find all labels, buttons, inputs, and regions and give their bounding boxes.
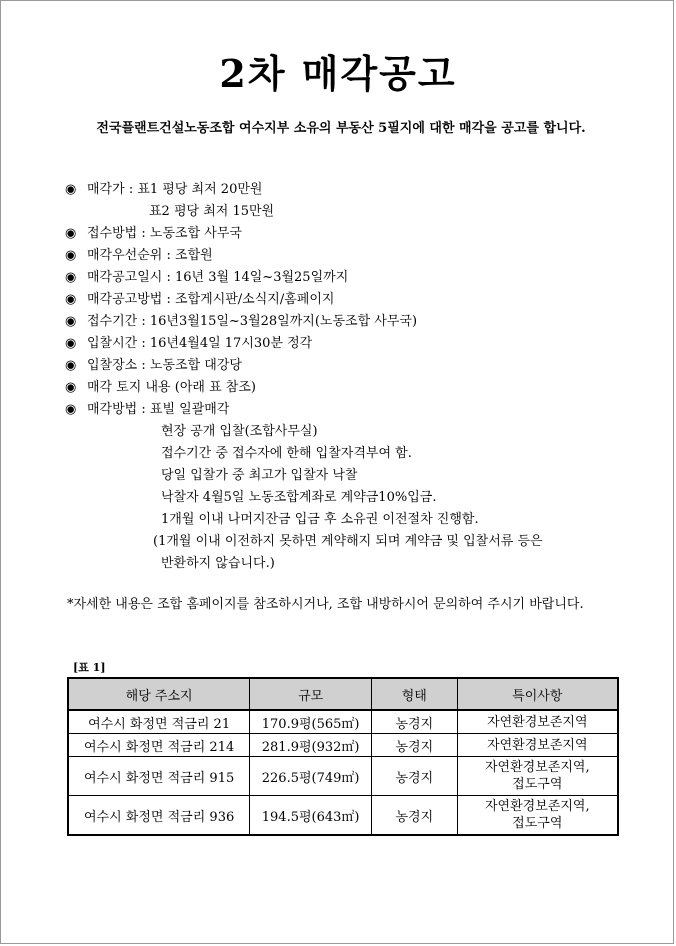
notice-text: *자세한 내용은 조합 홈페이지를 참조하시거나, 조합 내방하시어 문의하여 주시기 바랍니다. xyxy=(67,597,584,612)
list-item: ◉ 매각공고방법 : 조합게시판/소식지/홈페이지 xyxy=(65,289,625,311)
bullet-icon: ◉ xyxy=(65,314,77,329)
bullet-icon: ◉ xyxy=(65,248,77,263)
cell-address: 여수시 화정면 적금리 214 xyxy=(68,734,250,757)
item-value: 표1 평당 최저 20만원 xyxy=(137,182,263,197)
item-label: 접수기간 xyxy=(87,314,138,329)
method-detail: 1개월 이내 나머지잔금 입금 후 소유권 이전절차 진행함. xyxy=(161,512,479,527)
list-item xyxy=(65,201,625,223)
bullet-icon: ◉ xyxy=(65,226,77,241)
note-line: 자연환경보존지역 xyxy=(487,714,588,730)
cell-type: 농경지 xyxy=(372,734,458,757)
header-type: 형태 xyxy=(372,678,458,710)
method-detail: 반환하지 않습니다.) xyxy=(161,556,275,571)
list-item: ◉ 접수방법 : 노동조합 사무국 xyxy=(65,223,625,245)
item-value: 16년3월15일~3월28일까지(노동조합 사무국) xyxy=(149,314,418,329)
bullet-icon: ◉ xyxy=(65,336,77,351)
cell-note xyxy=(457,710,618,734)
table-row xyxy=(68,757,618,796)
list-item: ◉ 입찰시간 : 16년4월4일 17시30분 정각 xyxy=(65,333,625,355)
cell-size: 170.9평(565㎡) xyxy=(250,710,372,734)
method-detail: (1개월 이내 이전하지 못하면 계약해지 되며 계약금 및 입찰서류 등은 xyxy=(153,534,543,549)
cell-type: 농경지 xyxy=(372,757,458,796)
intro-text: 전국플랜트건설노동조합 여수지부 소유의 부동산 5필지에 대한 매각을 공고를 합니다. xyxy=(96,121,586,136)
note-line: 자연환경보존지역, xyxy=(484,760,590,775)
cell-size: 226.5평(749㎡) xyxy=(250,757,372,796)
item-value: 표빌 일괄매각 xyxy=(149,402,230,417)
page-title: 2차 매각공고 xyxy=(219,51,457,96)
item-label: 매각공고방법 xyxy=(87,292,163,307)
cell-note xyxy=(457,796,618,836)
bullet-icon: ◉ xyxy=(65,182,77,197)
item-value: 조합원 xyxy=(175,248,213,263)
method-detail: 당일 입찰가 중 최고가 입찰자 낙찰 xyxy=(161,468,358,483)
cell-address: 여수시 화정면 적금리 21 xyxy=(68,710,250,734)
note-line: 접도구역 xyxy=(512,777,563,792)
header-note: 특이사항 xyxy=(457,678,618,710)
item-value: 노동조합 대강당 xyxy=(149,358,242,373)
bullet-icon: ◉ xyxy=(65,380,77,395)
land-table xyxy=(67,677,619,836)
list-item: ◉ 매각공고일시 : 16년 3월 14일~3월25일까지 xyxy=(65,267,625,289)
header-address: 해당 주소지 xyxy=(68,678,250,710)
cell-note xyxy=(457,757,618,796)
list-item: ◉ 접수기간 : 16년3월15일~3월28일까지(노동조합 사무국) xyxy=(65,311,625,333)
item-label: 매각우선순위 xyxy=(87,248,163,263)
note-line: 자연환경보존지역 xyxy=(487,737,588,753)
method-detail: 낙찰자 4월5일 노동조합계좌로 계약금10%입금. xyxy=(161,490,437,505)
announcement-list xyxy=(65,179,625,575)
cell-address: 여수시 화정면 적금리 936 xyxy=(68,796,250,836)
item-value: 노동조합 사무국 xyxy=(149,226,242,241)
item-value: (아래 표 참조) xyxy=(174,380,256,395)
bullet-icon: ◉ xyxy=(65,358,77,373)
item-label: 매각 토지 내용 xyxy=(87,380,171,395)
list-item: ◉ 매각방법 : 표빌 일괄매각 xyxy=(65,399,625,421)
list-item: ◉ 입찰장소 : 노동조합 대강당 xyxy=(65,355,625,377)
bullet-icon: ◉ xyxy=(65,402,77,417)
item-label: 매각공고일시 xyxy=(87,270,163,285)
cell-size: 194.5평(643㎡) xyxy=(250,796,372,836)
bullet-icon: ◉ xyxy=(65,292,77,307)
method-detail: 현장 공개 입찰(조합사무실) xyxy=(161,424,318,439)
table-header-row xyxy=(68,678,618,710)
table-row xyxy=(68,710,618,734)
item-label: 매각가 xyxy=(87,182,125,197)
bullet-icon: ◉ xyxy=(65,270,77,285)
table-row xyxy=(68,796,618,836)
item-label: 매각방법 xyxy=(87,402,138,417)
cell-type: 농경지 xyxy=(372,796,458,836)
method-detail: 접수기간 중 접수자에 한해 입찰자격부여 함. xyxy=(161,446,412,461)
item-label: 접수방법 xyxy=(87,226,138,241)
cell-note xyxy=(457,734,618,757)
item-value: 조합게시판/소식지/홈페이지 xyxy=(175,292,335,307)
table-row xyxy=(68,734,618,757)
list-item: ◉ 매각가 : 표1 평당 최저 20만원 xyxy=(65,179,625,201)
cell-size: 281.9평(932㎡) xyxy=(250,734,372,757)
list-item xyxy=(65,377,625,399)
note-line: 자연환경보존지역, xyxy=(484,799,590,814)
item-value: 16년4월4일 17시30분 정각 xyxy=(149,336,313,351)
list-item: ◉ 매각우선순위 : 조합원 xyxy=(65,245,625,267)
item-value: 16년 3월 14일~3월25일까지 xyxy=(175,270,349,285)
item-label: 입찰장소 xyxy=(87,358,138,373)
cell-type: 농경지 xyxy=(372,710,458,734)
table-label: [표 1] xyxy=(73,661,106,674)
item-label: 입찰시간 xyxy=(87,336,138,351)
header-size: 규모 xyxy=(250,678,372,710)
cell-address: 여수시 화정면 적금리 915 xyxy=(68,757,250,796)
note-line: 접도구역 xyxy=(512,816,563,831)
item-value: 표2 평당 최저 15만원 xyxy=(149,204,275,219)
